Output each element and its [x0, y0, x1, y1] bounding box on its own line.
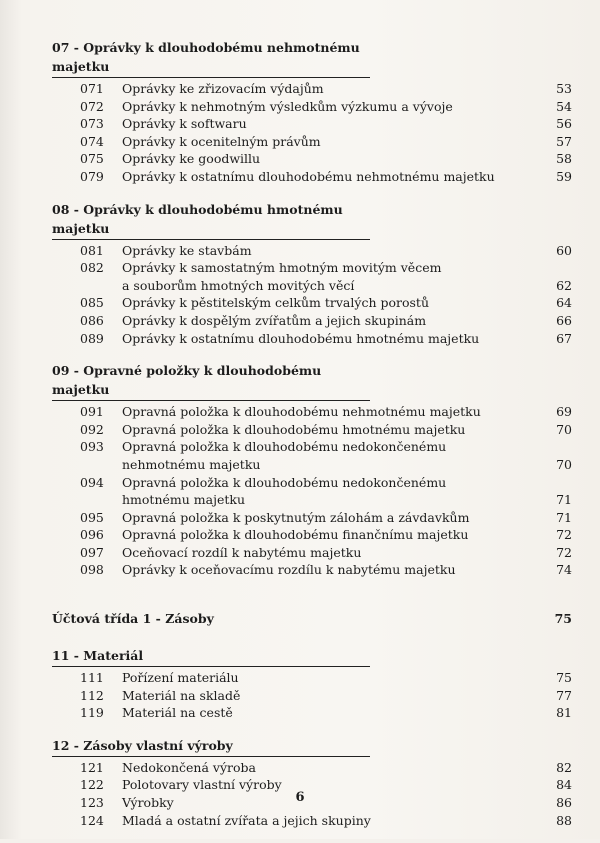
- entry-code: 079: [80, 168, 104, 184]
- entry-label: Opravná položka k dlouhodobému nedokončenému: [122, 439, 447, 455]
- toc-entry: [52, 403, 572, 421]
- toc-entry: [52, 133, 572, 151]
- entry-code: 073: [80, 116, 104, 132]
- toc-entry: [52, 421, 572, 439]
- entry-label: Mladá a ostatní zvířata a jejich skupiny: [122, 812, 371, 828]
- entry-page: 72: [556, 544, 572, 560]
- toc-entry: [52, 474, 572, 492]
- entry-label: Oprávky k ostatnímu dlouhodobému nehmotnému majetku: [122, 168, 495, 184]
- entry-page: 70: [556, 456, 572, 472]
- entry-code: 094: [80, 474, 104, 490]
- entry-code: 086: [80, 312, 104, 328]
- toc-entry: [52, 438, 572, 456]
- entry-code: 074: [80, 133, 104, 149]
- entry-page: 86: [556, 795, 572, 811]
- entry-page: 84: [556, 777, 572, 793]
- toc-entry: [52, 98, 572, 116]
- toc-entry: [52, 669, 572, 687]
- entry-label: Opravná položka k dlouhodobému hmotnému majetku: [122, 421, 466, 437]
- entry-code: 072: [80, 98, 104, 114]
- page-number: 6: [295, 790, 305, 805]
- section-title: 09 - Opravné položky k dlouhodobému majetku: [52, 361, 370, 401]
- account-class-title: Účtová třída 1 - Zásoby: [52, 611, 214, 627]
- entry-label: Oprávky k pěstitelským celkům trvalých porostů: [122, 295, 429, 311]
- entry-label: Pořízení materiálu: [122, 670, 239, 686]
- entry-label: Oceňovací rozdíl k nabytému majetku: [122, 544, 362, 560]
- toc-entry: [52, 704, 572, 722]
- toc-entry: [52, 759, 572, 777]
- entry-code: 121: [80, 759, 104, 775]
- entry-code: 092: [80, 421, 104, 437]
- entry-code: 123: [80, 795, 104, 811]
- entry-page: [542, 474, 572, 492]
- entry-code: 112: [80, 687, 104, 703]
- toc-section: [52, 736, 572, 829]
- entry-label: Oprávky ke zřizovacím výdajům: [122, 81, 324, 96]
- account-class-heading: [52, 609, 572, 628]
- toc-entry: [52, 277, 572, 295]
- entry-label: hmotnému majetku: [122, 492, 246, 508]
- toc-entry: [52, 242, 572, 260]
- entry-code: 081: [80, 242, 104, 258]
- section-title: 08 - Oprávky k dlouhodobému hmotnému majetku: [52, 200, 370, 240]
- entry-label: Oprávky k oceňovacímu rozdílu k nabytému majetku: [122, 562, 456, 578]
- entry-label: Oprávky k dospělým zvířatům a jejich skupinám: [122, 312, 427, 328]
- entry-code: 097: [80, 544, 104, 560]
- entry-page: 77: [556, 687, 572, 703]
- toc-entry: [52, 561, 572, 579]
- entry-label: Výrobky: [122, 795, 174, 811]
- entry-code: 093: [80, 439, 104, 455]
- entry-label: Oprávky k ocenitelným právům: [122, 133, 321, 149]
- entry-code: 085: [80, 295, 104, 311]
- entry-code: 095: [80, 509, 104, 525]
- entry-label: a souborům hmotných movitých věcí: [122, 277, 355, 293]
- toc-entry: [52, 456, 572, 474]
- entry-page: 82: [556, 759, 572, 775]
- entry-label: Opravná položka k dlouhodobému finančnímu majetku: [122, 527, 469, 543]
- entry-code: 071: [80, 81, 104, 96]
- entry-page: [542, 259, 572, 277]
- entry-page: 75: [556, 670, 572, 686]
- entry-page: 58: [556, 151, 572, 167]
- entry-code: 124: [80, 812, 104, 828]
- entry-page: 72: [556, 527, 572, 543]
- toc-section: [52, 38, 572, 186]
- toc-entry: [52, 168, 572, 186]
- entry-label: Oprávky ke stavbám: [122, 242, 252, 258]
- entry-page: 57: [556, 133, 572, 149]
- toc-entry: [52, 509, 572, 527]
- toc-entry: [52, 259, 572, 277]
- entry-code: 098: [80, 562, 104, 578]
- section-title: 07 - Oprávky k dlouhodobému nehmotnému majetku: [52, 38, 370, 78]
- toc-entry: [52, 330, 572, 348]
- entry-page: 56: [556, 116, 572, 132]
- entry-label: Opravná položka k dlouhodobému nedokončenému: [122, 474, 447, 490]
- entry-code: 096: [80, 527, 104, 543]
- entry-code: 075: [80, 151, 104, 167]
- section-title: 11 - Materiál: [52, 646, 370, 667]
- entry-page: 62: [556, 277, 572, 293]
- entry-label: Oprávky k nehmotným výsledkům výzkumu a vývoje: [122, 98, 453, 114]
- entry-page: 66: [556, 312, 572, 328]
- entry-page: 81: [556, 705, 572, 721]
- entry-code: 089: [80, 330, 104, 346]
- toc-section: [52, 646, 572, 722]
- entry-label: Oprávky k softwaru: [122, 116, 247, 132]
- toc-entry: [52, 294, 572, 312]
- entry-label: Oprávky k samostatným hmotným movitým věcem: [122, 260, 442, 276]
- entry-code: 119: [80, 705, 104, 721]
- entry-label: Opravná položka k poskytnutým zálohám a závdavkům: [122, 509, 470, 525]
- entry-label: Nedokončená výroba: [122, 759, 256, 775]
- toc-entry: [52, 526, 572, 544]
- toc-section: [52, 200, 572, 348]
- account-class-page: 75: [554, 611, 572, 627]
- table-of-contents: [52, 38, 572, 843]
- toc-section: [52, 361, 572, 579]
- toc-entry: [52, 544, 572, 562]
- entry-label: Polotovary vlastní výroby: [122, 777, 282, 793]
- toc-entry: [52, 115, 572, 133]
- entry-label: Oprávky k ostatnímu dlouhodobému hmotnému majetku: [122, 330, 480, 346]
- entry-page: 74: [556, 562, 572, 578]
- entry-page: 88: [556, 812, 572, 828]
- entry-page: 59: [556, 168, 572, 184]
- entry-page: 70: [556, 421, 572, 437]
- entry-page: 71: [556, 509, 572, 525]
- entry-page: 71: [556, 492, 572, 508]
- entry-code: 122: [80, 777, 104, 793]
- entry-label: Materiál na skladě: [122, 687, 241, 703]
- entry-page: 69: [556, 404, 572, 420]
- entry-page: 60: [556, 242, 572, 258]
- toc-entry: [52, 80, 572, 98]
- toc-entry: [52, 150, 572, 168]
- entry-label: nehmotnému majetku: [122, 456, 261, 472]
- entry-page: 53: [556, 81, 572, 96]
- entry-page: [542, 438, 572, 456]
- toc-entry: [52, 687, 572, 705]
- toc-entry: [52, 491, 572, 509]
- section-title: 12 - Zásoby vlastní výroby: [52, 736, 370, 757]
- toc-entry: [52, 812, 572, 830]
- entry-code: 111: [80, 670, 104, 686]
- entry-label: Materiál na cestě: [122, 705, 233, 721]
- entry-page: 54: [556, 98, 572, 114]
- entry-label: Opravná položka k dlouhodobému nehmotnému majetku: [122, 404, 481, 420]
- entry-page: 64: [556, 295, 572, 311]
- toc-entry: [52, 312, 572, 330]
- entry-code: 082: [80, 260, 104, 276]
- entry-code: 091: [80, 404, 104, 420]
- entry-page: 67: [556, 330, 572, 346]
- entry-label: Oprávky ke goodwillu: [122, 151, 261, 167]
